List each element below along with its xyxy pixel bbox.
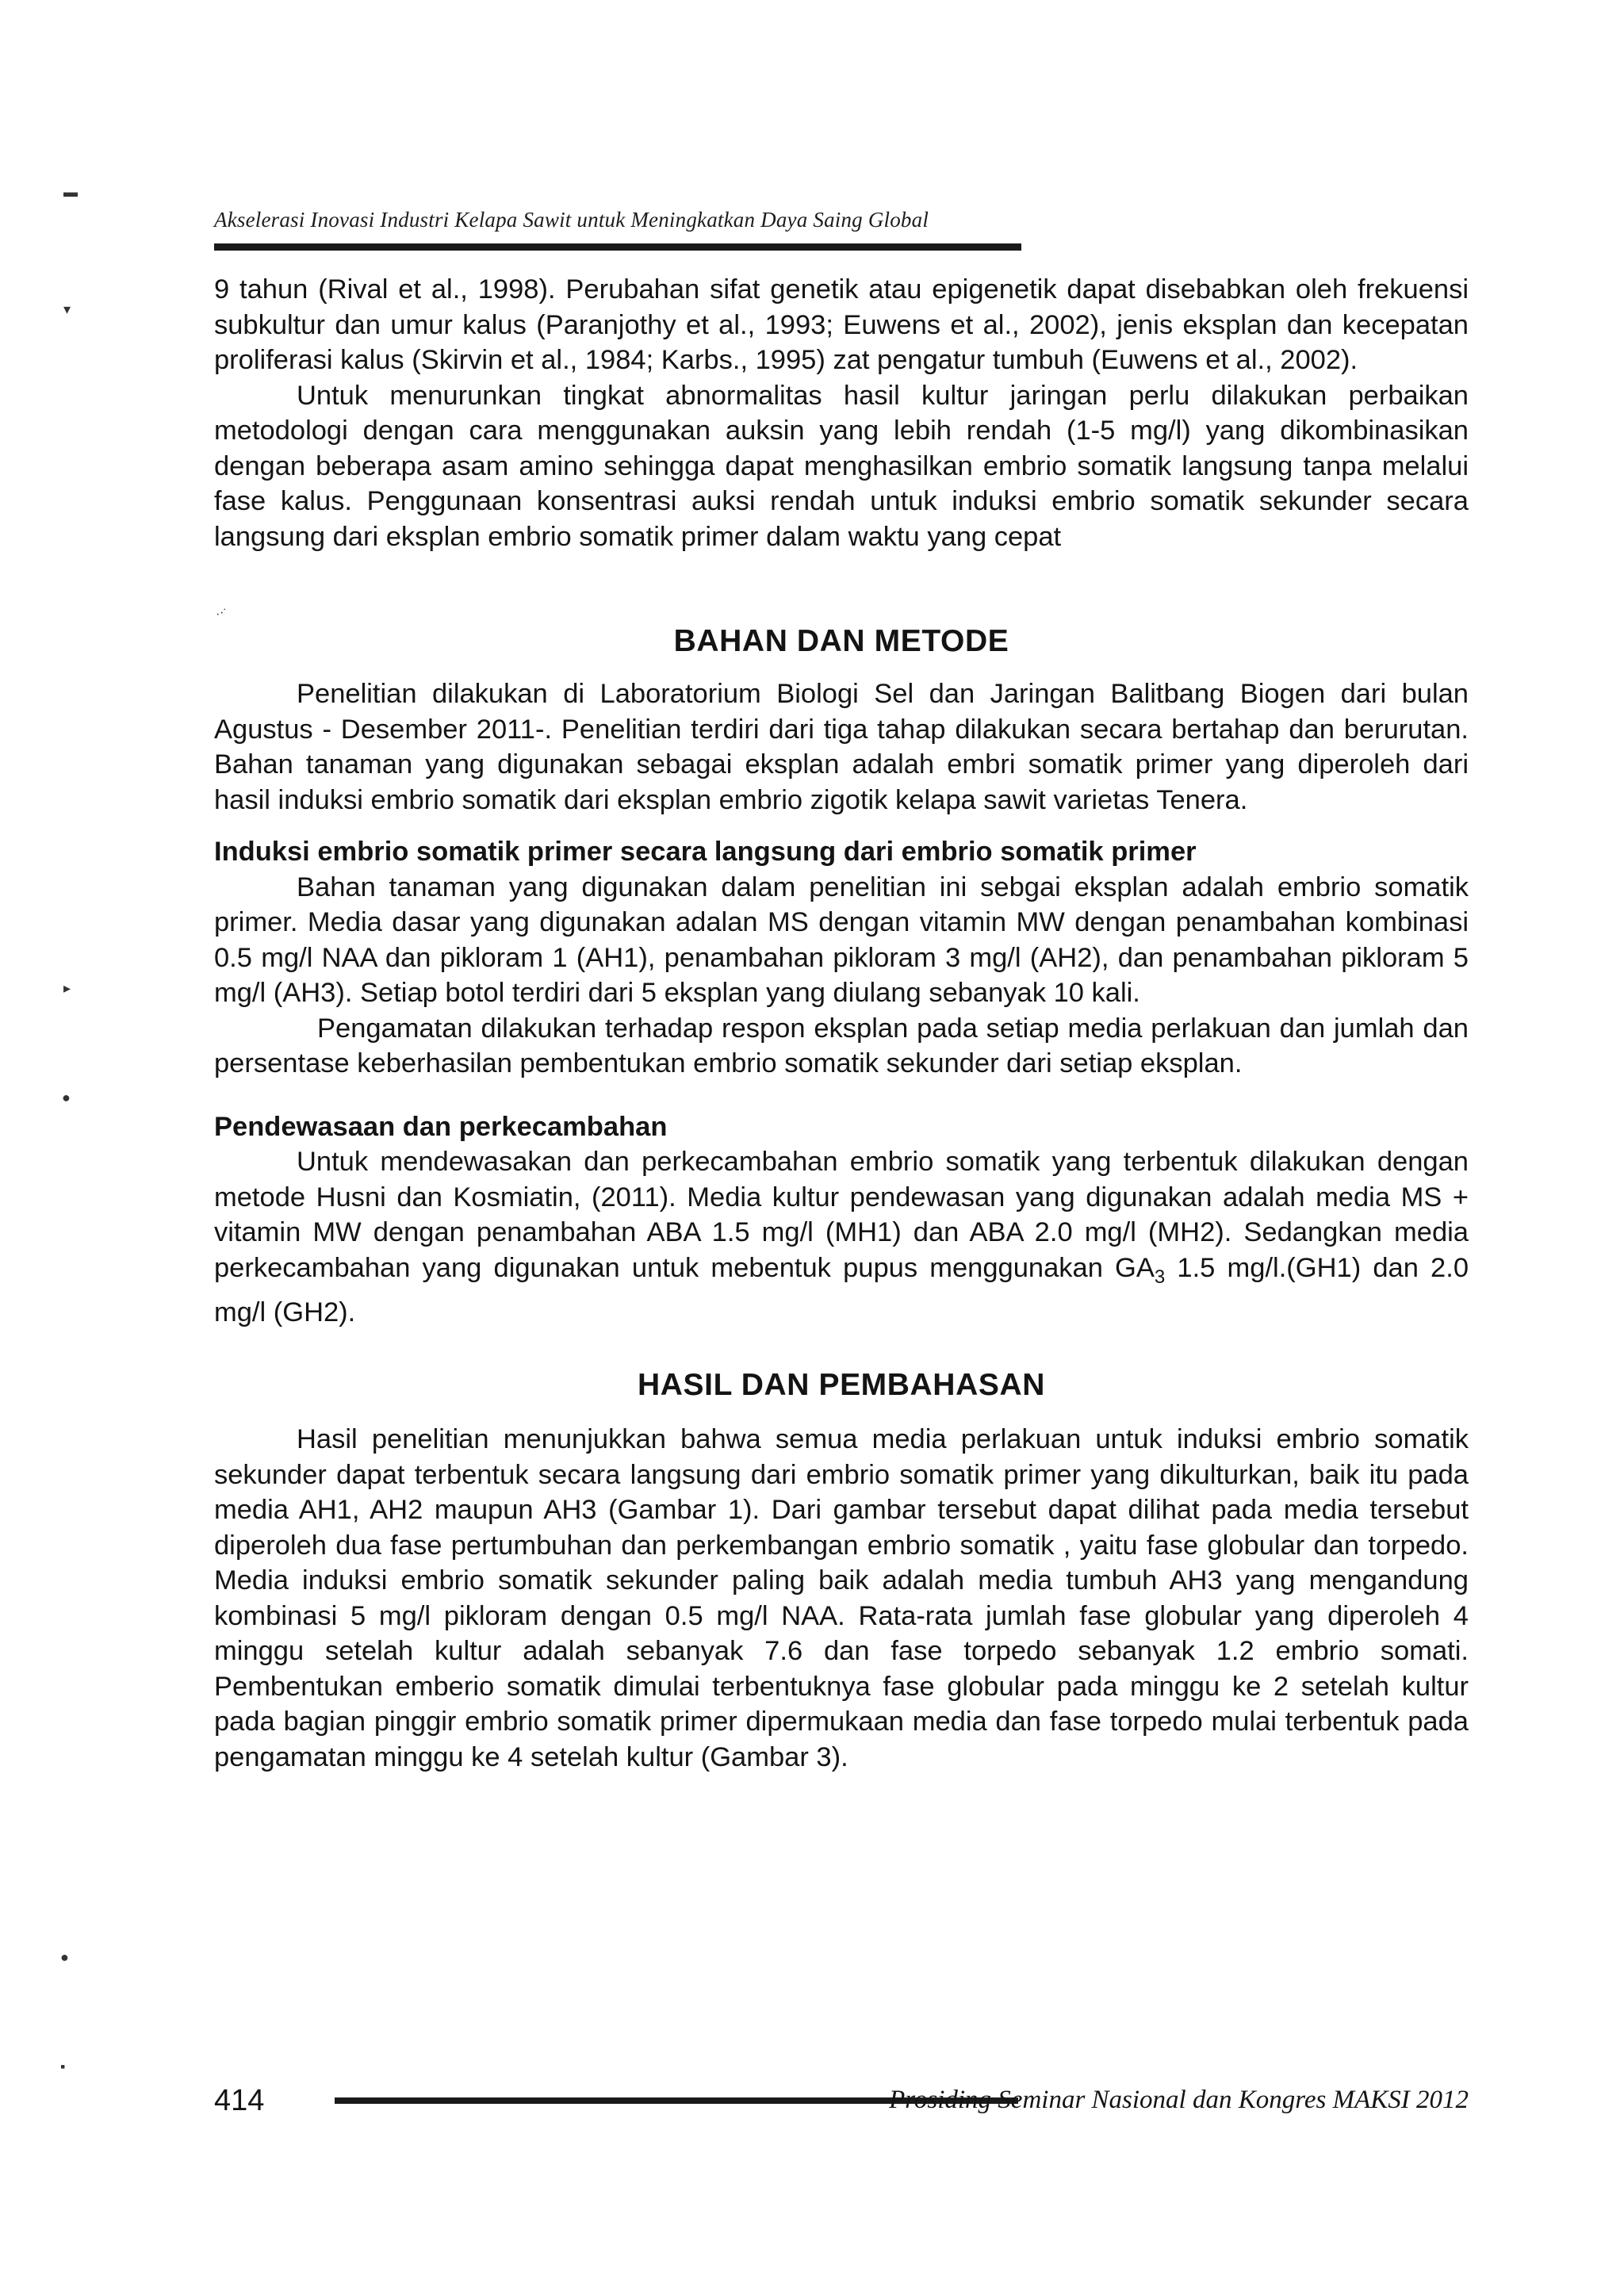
- scan-speck: ·ᐧ˙: [216, 607, 228, 621]
- scan-speck: ▬: [63, 184, 78, 200]
- page-number: 414: [214, 2084, 265, 2117]
- maturation-paragraph-1: [214, 1144, 1469, 1330]
- scan-speck: ▸: [63, 980, 71, 996]
- maturation-text-b: 1.5 mg/l.(GH1) dan 2.0 mg/l (GH2).: [214, 1252, 1469, 1327]
- scan-speck: ▾: [63, 301, 71, 317]
- subsection-title-induction: Induksi embrio somatik primer secara langsung dari embrio somatik primer: [214, 837, 1197, 867]
- section-title-methods: BAHAN DAN METODE: [673, 624, 1009, 658]
- ga3-subscript: 3: [1154, 1266, 1166, 1288]
- scan-speck: ▪: [60, 2059, 66, 2074]
- running-head: Akselerasi Inovasi Industri Kelapa Sawit untuk Meningkatkan Daya Saing Global: [214, 208, 929, 232]
- scan-speck: ●: [60, 1949, 69, 1965]
- proceedings-title: Prosiding Seminar Nasional dan Kongres MAKSI 2012: [889, 2086, 1469, 2114]
- results-paragraph-1: Hasil penelitian menunjukkan bahwa semua media perlakuan untuk induksi embrio somatik sekunder dapat terbentuk secara langsung dari embrio somatik primer yang dikulturkan, baik itu pada media AH1, AH2 maupun AH3 (Gambar 1). Dari gambar tersebut dapat dilihat pada media tersebut diperoleh dua fase pertumbuhan dan perkembangan embrio somatik , yaitu fase globular dan torpedo. Media induksi embrio somatik sekunder paling baik adalah media tumbuh AH3 yang mengandung kombinasi 5 mg/l pikloram dengan 0.5 mg/l NAA. Rata-rata jumlah fase globular yang diperoleh 4 minggu setelah kultur adalah sebanyak 7.6 dan fase torpedo sebanyak 1.2 embrio somati. Pembentukan emberio somatik dimulai terbentuknya fase globular pada minggu ke 2 setelah kultur pada bagian pinggir embrio somatik primer dipermukaan media dan fase torpedo mulai terbentuk pada pengamatan minggu ke 4 setelah kultur (Gambar 3).: [214, 1424, 1469, 1772]
- page-footer: [214, 2081, 1469, 2120]
- subsection-title-maturation: Pendewasaan dan perkecambahan: [214, 1111, 668, 1142]
- induction-paragraph-2: Pengamatan dilakukan terhadap respon eksplan pada setiap media perlakuan dan jumlah dan persentase keberhasilan pembentukan embrio somatik sekunder dari setiap eksplan.: [214, 1013, 1469, 1078]
- header-rule: [214, 243, 1021, 251]
- methods-paragraph-1: Penelitian dilakukan di Laboratorium Biologi Sel dan Jaringan Balitbang Biogen dari bulan Agustus - Desember 2011-. Penelitian terdiri dari tiga tahap dilakukan secara bertahap dan berurutan. Bahan tanaman yang digunakan sebagai eksplan adalah embri somatik primer yang diperoleh dari hasil induksi embrio somatik dari eksplan embrio zigotik kelapa sawit varietas Tenera.: [214, 679, 1469, 815]
- maturation-text-a: Untuk mendewasakan dan perkecambahan embrio somatik yang terbentuk dilakukan dengan metode Husni dan Kosmiatin, (2011). Media kultur pendewasan yang digunakan adalah media MS + vitamin MW dengan penambahan ABA 1.5 mg/l (MH1) dan ABA 2.0 mg/l (MH2). Sedangkan media perkecambahan yang digunakan untuk mebentuk pupus menggunakan GA: [214, 1147, 1469, 1283]
- paper-page: [214, 208, 1469, 1775]
- section-title-results: HASIL DAN PEMBAHASAN: [638, 1368, 1045, 1403]
- intro-paragraph-1: 9 tahun (Rival et al., 1998). Perubahan sifat genetik atau epigenetik dapat disebabkan oleh frekuensi subkultur dan umur kalus (Paranjothy et al., 1993; Euwens et al., 2002), jenis eksplan dan kecepatan proliferasi kalus (Skirvin et al., 1984; Karbs., 1995) zat pengatur tumbuh (Euwens et al., 2002).: [214, 274, 1469, 375]
- scan-speck: ●: [62, 1090, 71, 1105]
- induction-paragraph-1: Bahan tanaman yang digunakan dalam penelitian ini sebgai eksplan adalah embrio somatik primer. Media dasar yang digunakan adalan MS dengan vitamin MW dengan penambahan kombinasi 0.5 mg/l NAA dan pikloram 1 (AH1), penambahan pikloram 3 mg/l (AH2), dan penambahan pikloram 5 mg/l (AH3). Setiap botol terdiri dari 5 eksplan yang diulang sebanyak 10 kali.: [214, 872, 1469, 1008]
- intro-paragraph-2: Untuk menurunkan tingkat abnormalitas hasil kultur jaringan perlu dilakukan perbaikan metodologi dengan cara menggunakan auksin yang lebih rendah (1-5 mg/l) yang dikombinasikan dengan beberapa asam amino sehingga dapat menghasilkan embrio somatik langsung tanpa melalui fase kalus. Penggunaan konsentrasi auksi rendah untuk induksi embrio somatik sekunder secara langsung dari eksplan embrio somatik primer dalam waktu yang cepat: [214, 380, 1469, 552]
